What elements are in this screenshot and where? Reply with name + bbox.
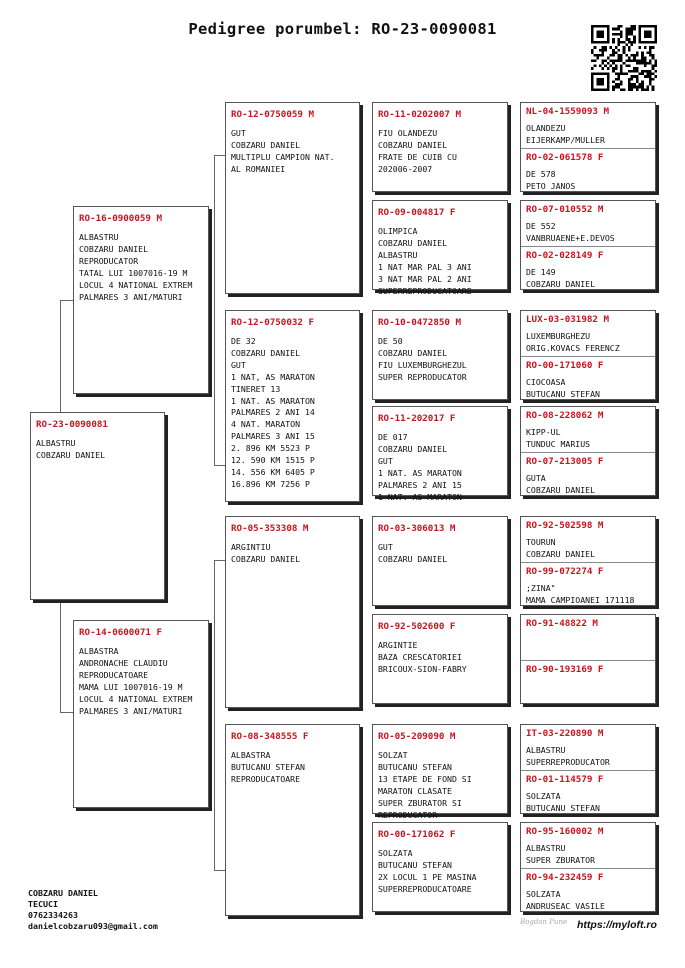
ring-number: RO-00-171060 F [526,360,604,371]
divider [521,770,655,771]
granddam-entry[interactable] [521,250,655,291]
pedigree-card-gen2[interactable] [225,516,360,708]
connector-line [214,870,225,871]
divider [521,868,655,869]
ring-number: RO-92-502600 F [378,621,456,632]
ring-number: RO-02-028149 F [526,250,604,261]
pigeon-details: SOLZATA BUTUCANU STEFAN 2X LOCUL 1 PE MASINA SUPERREPRODUCATOARE [378,848,477,894]
pigeon-details: CIOCOASA BUTUCANU STEFAN [526,377,600,399]
pigeon-details: DE 32 COBZARU DANIEL GUT 1 NAT, AS MARATON TINERET 13 1 NAT. AS MARATON PALMARES 2 ANI 14 4 NAT. MARATON PALMARES 3 ANI 15 2. 896 KM 5523 P 12. 590 KM 1515 P 14. 556 KM 6405 P 16.896 KM 7256 P [231,336,315,489]
ring-number: NL-04-1559093 M [526,106,609,117]
grandsire-entry[interactable] [521,728,655,769]
divider [521,356,655,357]
ring-number: RO-02-061578 F [526,152,604,163]
granddam-entry[interactable] [521,566,655,607]
ring-number: RO-91-48822 M [526,618,598,629]
ring-number: RO-10-0472850 M [378,317,461,328]
pigeon-details: DE 578 PETO JANOS [526,169,576,191]
ring-number: IT-03-220890 M [526,728,604,739]
pigeon-details: ;ZINA" MAMA CAMPIOANEI 171118 [526,583,635,605]
pigeon-details: GUT COBZARU DANIEL [378,542,448,564]
divider [521,452,655,453]
ring-number: RO-03-306013 M [378,523,456,534]
ring-number: RO-11-0202007 M [378,109,461,120]
grandsire-entry[interactable] [521,106,655,147]
ring-number: RO-23-0090081 [36,419,108,430]
ring-number: RO-07-213005 F [526,456,604,467]
pigeon-details: LUXEMBURGHEZU ORIG.KOVACS FERENCZ [526,331,620,353]
connector-line [60,712,73,713]
ring-number: RO-12-0750032 F [231,317,314,328]
connector-line [214,155,225,156]
grandsire-entry[interactable] [521,410,655,451]
pigeon-details: FIU OLANDEZU COBZARU DANIEL FRATE DE CUIB CU 202006-2007 [378,128,457,174]
connector-line [214,560,225,561]
divider [521,246,655,247]
connector-line [60,300,73,301]
breeder-contact [28,888,158,932]
pedigree-card-gen2[interactable] [225,310,360,502]
pedigree-card-gen2[interactable] [225,724,360,916]
pigeon-details: ALBASTRU COBZARU DANIEL REPRODUCATOR TATAL LUI 1007016-19 M LOCUL 4 NATIONAL EXTREM PALMARES 3 ANI/MATURI [79,232,193,302]
granddam-entry[interactable] [521,774,655,815]
connector-line [60,300,61,412]
pedigree-card-gen4-pair [520,724,656,814]
pigeon-details: SOLZATA BUTUCANU STEFAN [526,791,600,813]
qr-code [591,25,657,91]
connector-line [214,560,215,870]
granddam-entry[interactable] [521,664,655,681]
ring-number: RO-00-171062 F [378,829,456,840]
pigeon-details: SOLZATA ANDRUSEAC VASILE [526,889,605,911]
pedigree-card-sire[interactable] [73,206,209,394]
ring-number: RO-99-072274 F [526,566,604,577]
ring-number: RO-94-232459 F [526,872,604,883]
pigeon-details: ALBASTRU SUPER ZBURATOR [526,843,596,865]
pigeon-details: ARGINTIU COBZARU DANIEL [231,542,301,564]
pedigree-card-gen3[interactable] [372,614,508,704]
ring-number: RO-16-0900059 M [79,213,162,224]
pedigree-card-gen3[interactable] [372,406,508,502]
pigeon-details: ALBASTRU COBZARU DANIEL [36,438,106,460]
granddam-entry[interactable] [521,360,655,401]
divider [521,562,655,563]
signature: Bogdan Pune [520,918,568,926]
pedigree-card-gen4-pair [520,102,656,192]
grandsire-entry[interactable] [521,520,655,561]
website-link[interactable]: https://myloft.ro [577,919,657,931]
ring-number: LUX-03-031982 M [526,314,609,325]
pedigree-card-gen4-pair [520,516,656,606]
granddam-entry[interactable] [521,152,655,193]
pigeon-details: SOLZAT BUTUCANU STEFAN 13 ETAPE DE FOND SI MARATON CLASATE SUPER ZBURATOR SI REPRODUCATOR [378,750,472,820]
pigeon-details: ALBASTRA BUTUCANU STEFAN REPRODUCATOARE [231,750,305,784]
connector-line [214,155,215,465]
granddam-entry[interactable] [521,456,655,497]
pigeon-details: ALBASTRU SUPERREPRODUCATOR [526,745,610,767]
pedigree-card-gen4-pair [520,614,656,704]
ring-number: RO-11-202017 F [378,413,456,424]
granddam-entry[interactable] [521,872,655,913]
pedigree-card-gen3[interactable] [372,724,508,820]
breeder-phone: 0762334263 [28,910,78,920]
breeder-name: COBZARU DANIEL [28,888,98,898]
ring-number: RO-05-353308 M [231,523,309,534]
grandsire-entry[interactable] [521,826,655,867]
pigeon-details: KIPP-UL TUNDUC MARIUS [526,427,591,449]
pedigree-card-gen4-pair [520,406,656,496]
pigeon-details: GUT COBZARU DANIEL MULTIPLU CAMPION NAT. AL ROMANIEI [231,128,335,174]
pedigree-card-gen3[interactable] [372,822,508,912]
pigeon-details: DE 50 COBZARU DANIEL FIU LUXEMBURGHEZUL SUPER REPRODUCATOR [378,336,467,382]
ring-number: RO-12-0750059 M [231,109,314,120]
connector-line [214,465,225,466]
ring-number: RO-92-502598 M [526,520,604,531]
pedigree-card-gen3[interactable] [372,102,508,192]
pedigree-card-gen3[interactable] [372,310,508,400]
grandsire-entry[interactable] [521,204,655,245]
breeder-email[interactable]: danielcobzaru093@gmail.com [28,921,158,931]
divider [521,148,655,149]
pigeon-details: GUTA COBZARU DANIEL [526,473,596,495]
pigeon-details: DE 017 COBZARU DANIEL GUT 1 NAT. AS MARATON PALMARES 2 ANI 15 1 NAT. AS MARATON [378,432,462,502]
ring-number: RO-95-160002 M [526,826,604,837]
ring-number: RO-14-0600071 F [79,627,162,638]
pigeon-details: ARGINTIE BAZA CRESCATORIEI BRICOUX-SION-FABRY [378,640,467,674]
pigeon-details: DE 149 COBZARU DANIEL [526,267,596,289]
ring-number: RO-05-209090 M [378,731,456,742]
pedigree-card-dam[interactable] [73,620,209,808]
ring-number: RO-09-004817 F [378,207,456,218]
pigeon-details: ALBASTRA ANDRONACHE CLAUDIU REPRODUCATOARE MAMA LUI 1007016-19 M LOCUL 4 NATIONAL EXTREM PALMARES 3 ANI/MATURI [79,646,193,716]
connector-line [60,600,61,712]
ring-number: RO-07-010552 M [526,204,604,215]
ring-number: RO-08-228062 M [526,410,604,421]
pigeon-details: OLANDEZU EIJERKAMP/MULLER [526,123,605,145]
pedigree-card-subject[interactable] [30,412,165,600]
pedigree-card-gen3[interactable] [372,516,508,606]
ring-number: RO-08-348555 F [231,731,309,742]
pedigree-card-gen2[interactable] [225,102,360,294]
pigeon-details: DE 552 VANBRUAENE+E.DEVOS [526,221,615,243]
page-title: Pedigree porumbel: RO-23-0090081 [188,20,497,38]
divider [521,660,655,661]
pedigree-card-gen3[interactable] [372,200,508,296]
ring-number: RO-01-114579 F [526,774,604,785]
pedigree-card-gen4-pair [520,310,656,400]
pedigree-card-gen4-pair [520,200,656,290]
pigeon-details: TOURUN COBZARU DANIEL [526,537,596,559]
grandsire-entry[interactable] [521,314,655,355]
pigeon-details: OLIMPICA COBZARU DANIEL ALBASTRU 1 NAT MAR PAL 3 ANI 3 NAT MAR PAL 2 ANI SUPERREPRODUCATOARE [378,226,472,296]
ring-number: RO-90-193169 F [526,664,604,675]
grandsire-entry[interactable] [521,618,655,635]
pedigree-card-gen4-pair [520,822,656,912]
breeder-city: TECUCI [28,899,58,909]
